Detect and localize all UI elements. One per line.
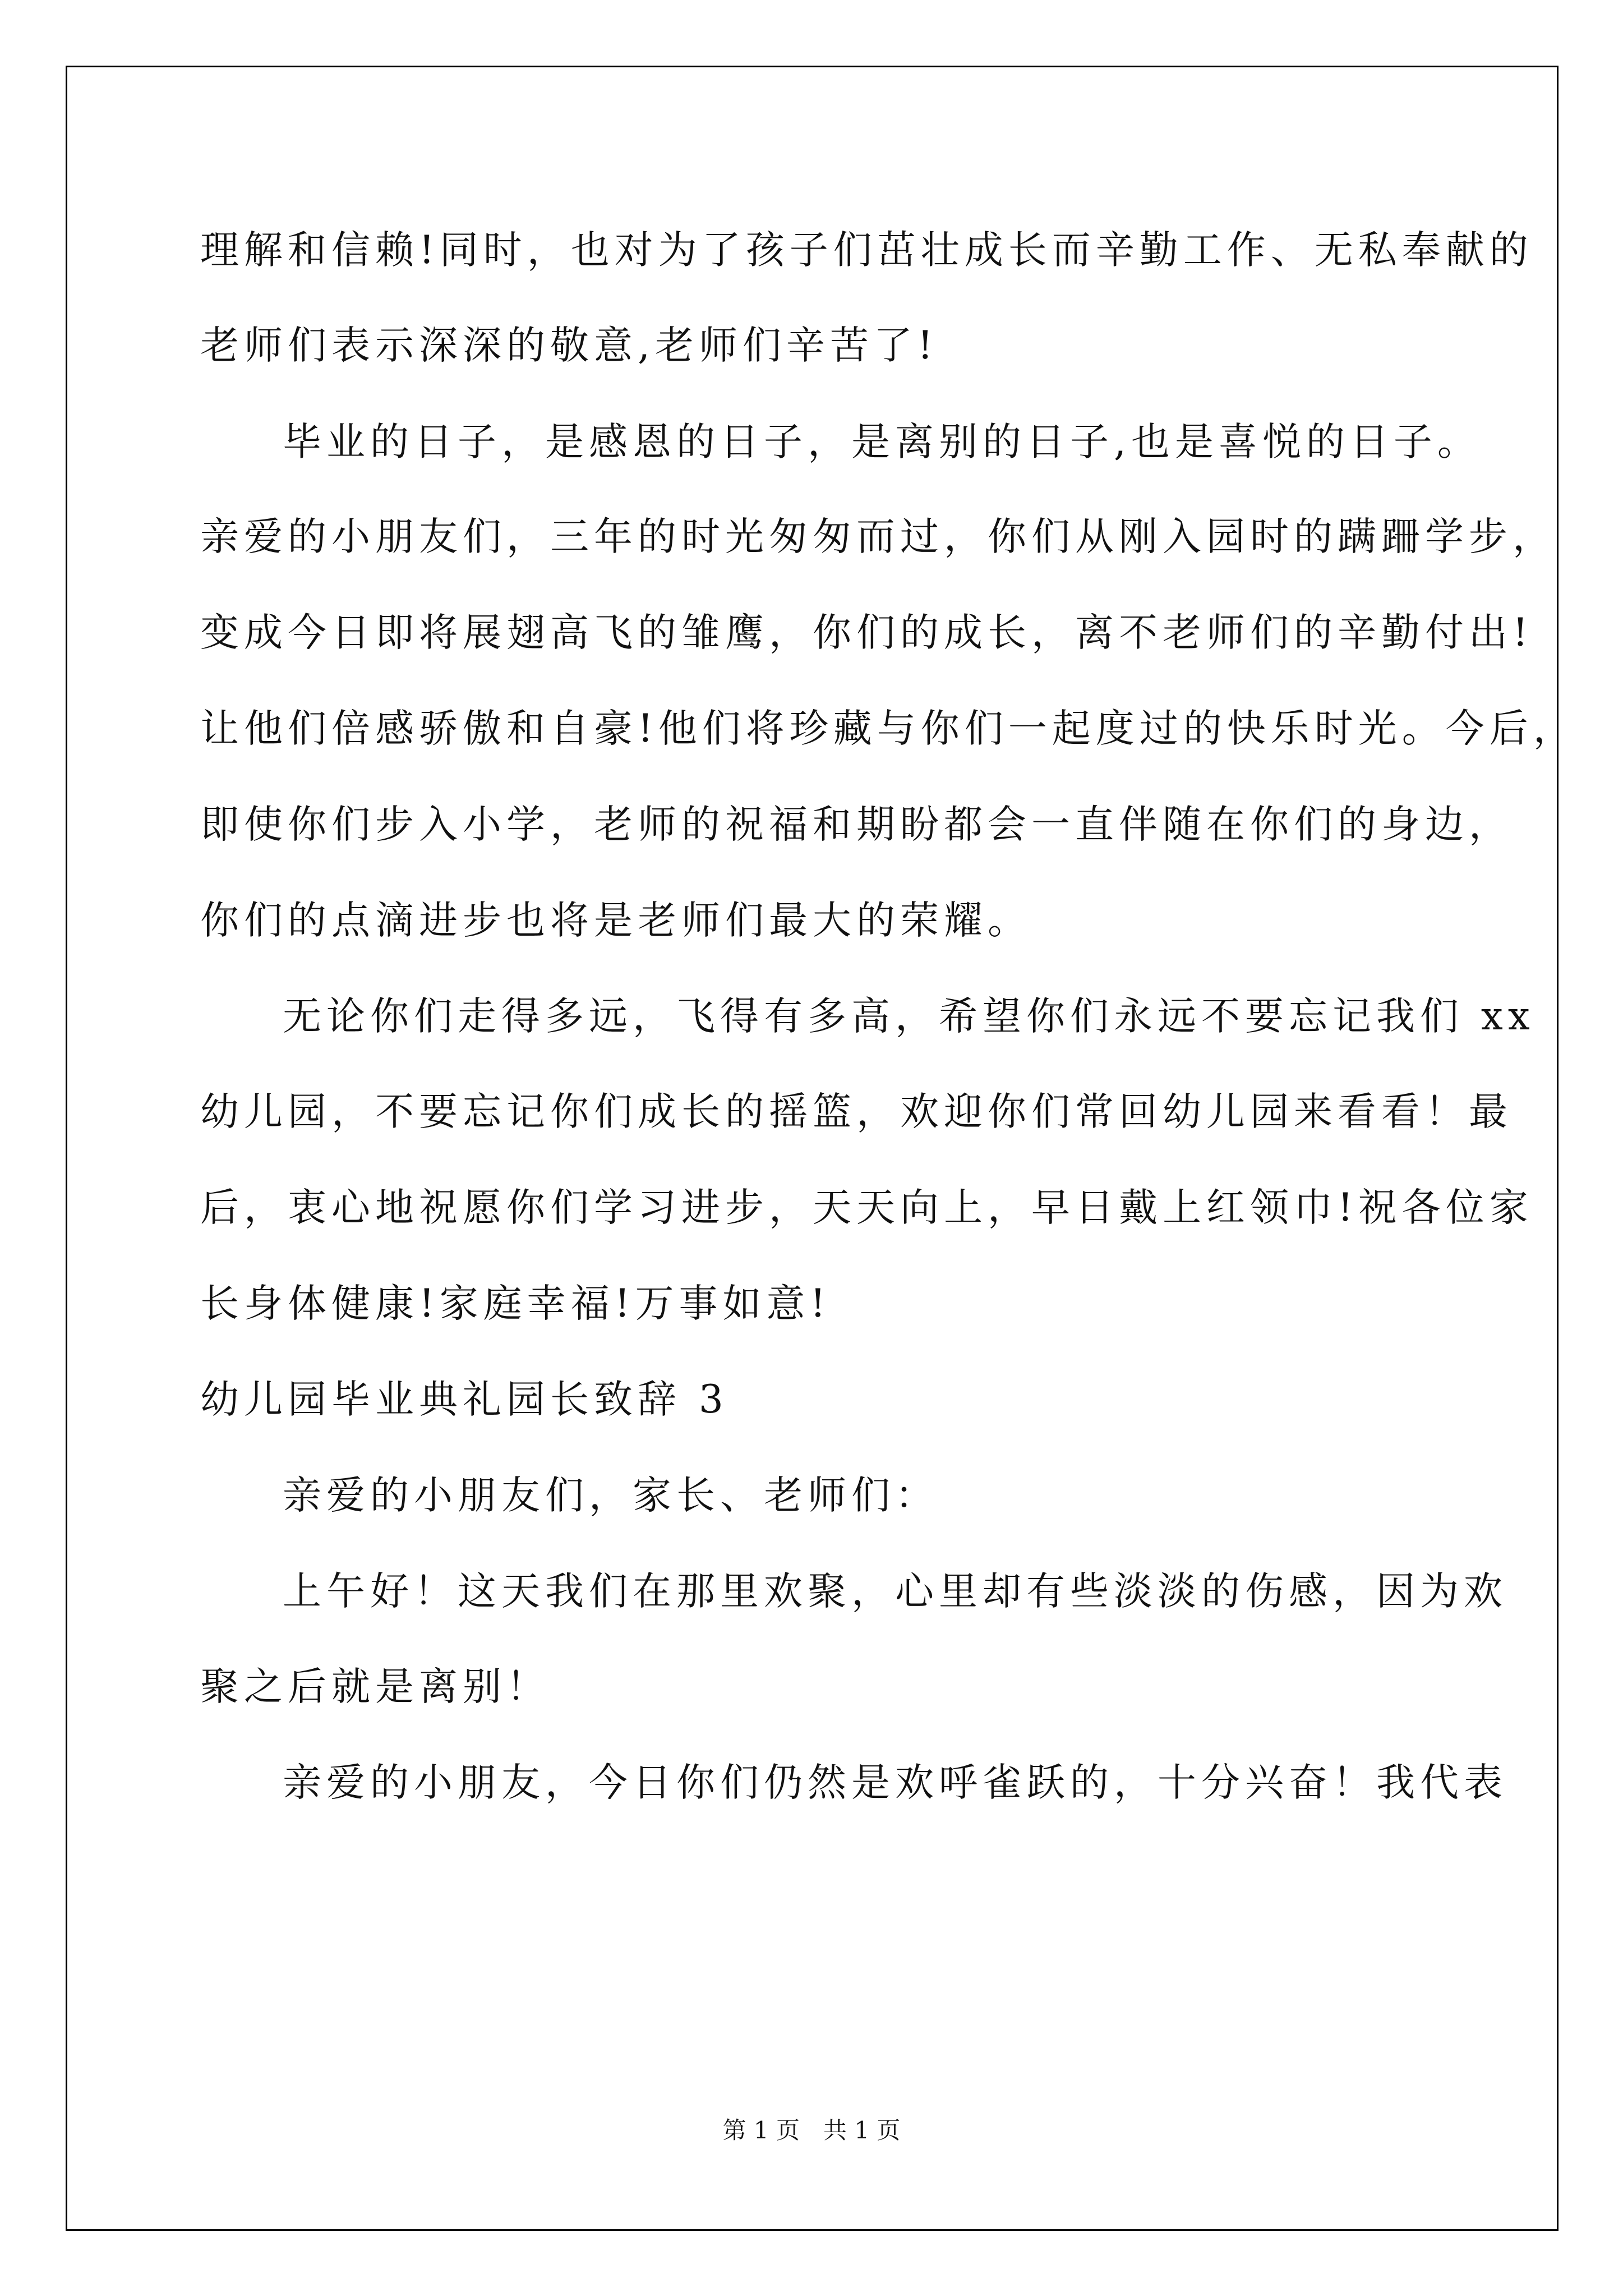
body-text-line: 让他们倍感骄傲和自豪!他们将珍藏与你们一起度过的快乐时光。今后，: [200, 706, 1577, 751]
body-text-line: 幼儿园，不要忘记你们成长的摇篮，欢迎你们常回幼儿园来看看！最: [200, 1089, 1513, 1134]
body-text-line: 理解和信赖!同时，也对为了孩子们茁壮成长而辛勤工作、无私奉献的: [200, 228, 1533, 273]
page-border: [66, 66, 1559, 2231]
section-heading: 幼儿园毕业典礼园长致辞 3: [200, 1377, 728, 1422]
salutation: 亲爱的小朋友们，家长、老师们：: [283, 1473, 939, 1518]
body-text-line: 长身体健康!家庭幸福!万事如意!: [200, 1281, 831, 1326]
paragraph-first-line: 无论你们走得多远，飞得有多高，希望你们永远不要忘记我们 xx: [283, 994, 1535, 1039]
body-text-line: 老师们表示深深的敬意,老师们辛苦了!: [200, 323, 938, 368]
body-text-line: 后，衷心地祝愿你们学习进步，天天向上，早日戴上红领巾!祝各位家: [200, 1185, 1533, 1230]
body-text-line: 聚之后就是离别！: [200, 1664, 550, 1709]
paragraph-first-line: 亲爱的小朋友，今日你们仍然是欢呼雀跃的，十分兴奋！我代表: [283, 1760, 1507, 1805]
paragraph-first-line: 上午好！这天我们在那里欢聚，心里却有些淡淡的伤感，因为欢: [283, 1569, 1507, 1614]
body-text-line: 你们的点滴进步也将是老师们最大的荣耀。: [200, 898, 1031, 943]
page-footer: 第 1 页 共 1 页: [722, 2116, 901, 2144]
paragraph-first-line: 毕业的日子，是感恩的日子，是离别的日子,也是喜悦的日子。: [283, 420, 1481, 464]
body-text-line: 亲爱的小朋友们，三年的时光匆匆而过，你们从刚入园时的蹒跚学步，: [200, 514, 1556, 559]
body-text-line: 即使你们步入小学，老师的祝福和期盼都会一直伴随在你们的身边，: [200, 802, 1513, 847]
body-text-line: 变成今日即将展翅高飞的雏鹰，你们的成长，离不老师们的辛勤付出!: [200, 610, 1533, 655]
